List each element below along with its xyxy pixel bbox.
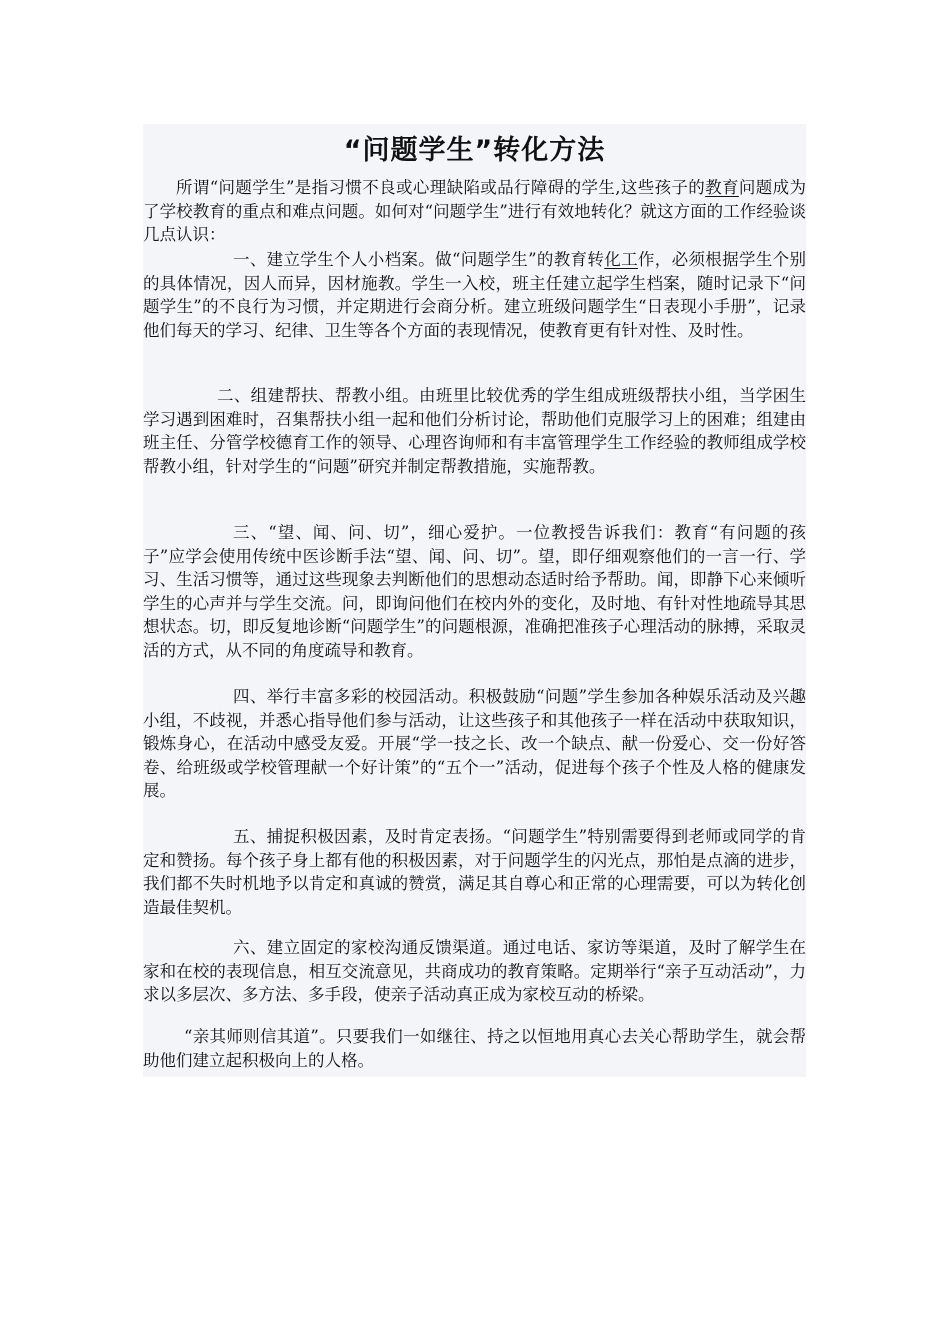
section-4-paragraph: 四、举行丰富多彩的校园活动。积极鼓励“问题”学生参加各种娱乐活动及兴趣小组，不歧视，并悉心指导他们参与活动，让这些孩子和其他孩子一样在活动中获取知识，锻炼身心，在活动中感受友爱。开展“学一技之长、改一个缺点、献一份爱心、交一份好答卷、给班级或学校管理献一个好计策”的“五个一”活动，促进每个孩子个性及人格的健康发展。 (143, 687, 806, 801)
conclusion-paragraph: “亲其师则信其道”。只要我们一如继往、持之以恒地用真心去关心帮助学生，就会帮助他们建立起积极向上的人格。 (143, 1027, 806, 1070)
intro-text-pre: 所谓“问题学生”是指习惯不良或心理缺陷或品行障碍的学生,这些孩子的 (176, 178, 706, 197)
document-title: “问题学生”转化方法 (343, 135, 606, 166)
intro-text-post: 问题成为了学校教育的重点和难点问题。如何对“问题学生”进行有效地转化？就这方面的工作经验谈几点认识： (143, 178, 807, 245)
intro-link-education[interactable]: 教育 (705, 178, 739, 197)
section-1-text-post: 作，必须根据学生个别的具体情况，因人而异，因材施教。学生一入校，班主任建立起学生档案，随时记录下“问题学生”的不良行为习惯，并定期进行会商分析。建立班级问题学生“日表现小手册”，记录他们每天的学习、纪律、卫生等各个方面的表现情况，使教育更有针对性、及时性。 (143, 250, 806, 340)
section-1-paragraph (143, 248, 806, 342)
section-1-text-pre: 一、建立学生个人小档案。做“问题学生”的教育转 (233, 250, 605, 269)
section-5-paragraph: 五、捕捉积极因素，及时肯定表扬。“问题学生”特别需要得到老师或同学的肯定和赞扬。每个孩子身上都有他的积极因素，对于问题学生的闪光点，那怕是点滴的进步，我们都不失时机地予以肯定和真诚的赞赏，满足其自尊心和正常的心理需要，可以为转化创造最佳契机。 (143, 827, 806, 917)
intro-paragraph (143, 176, 806, 247)
section-6-paragraph: 六、建立固定的家校沟通反馈渠道。通过电话、家访等渠道，及时了解学生在家和在校的表现信息，相互交流意见，共商成功的教育策略。定期举行“亲子互动活动”，力求以多层次、多方法、多手段，使亲子活动真正成为家校互动的桥梁。 (143, 938, 806, 1005)
section-1-link[interactable]: 化工 (604, 250, 638, 269)
document-page (143, 124, 806, 1077)
section-3-paragraph: 三、“望、闻、问、切”，细心爱护。一位教授告诉我们：教育“有问题的孩子”应学会使用传统中医诊断手法“望、闻、问、切”。望，即仔细观察他们的一言一行、学习、生活习惯等，通过这些现象去判断他们的思想动态适时给予帮助。闻，即静下心来倾听学生的心声并与学生交流。问，即询问他们在校内外的变化，及时地、有针对性地疏导其思想状态。切，即反复地诊断“问题学生”的问题根源，准确把准孩子心理活动的脉搏，采取灵活的方式，从不同的角度疏导和教育。 (143, 523, 806, 660)
section-2-paragraph: 二、组建帮扶、帮教小组。由班里比较优秀的学生组成班级帮扶小组，当学困生学习遇到困难时，召集帮扶小组一起和他们分析讨论，帮助他们克服学习上的困难；组建由班主任、分管学校德育工作的领导、心理咨询师和有丰富管理学生工作经验的教师组成学校帮教小组，针对学生的“问题”研究并制定帮教措施，实施帮教。 (143, 386, 806, 476)
